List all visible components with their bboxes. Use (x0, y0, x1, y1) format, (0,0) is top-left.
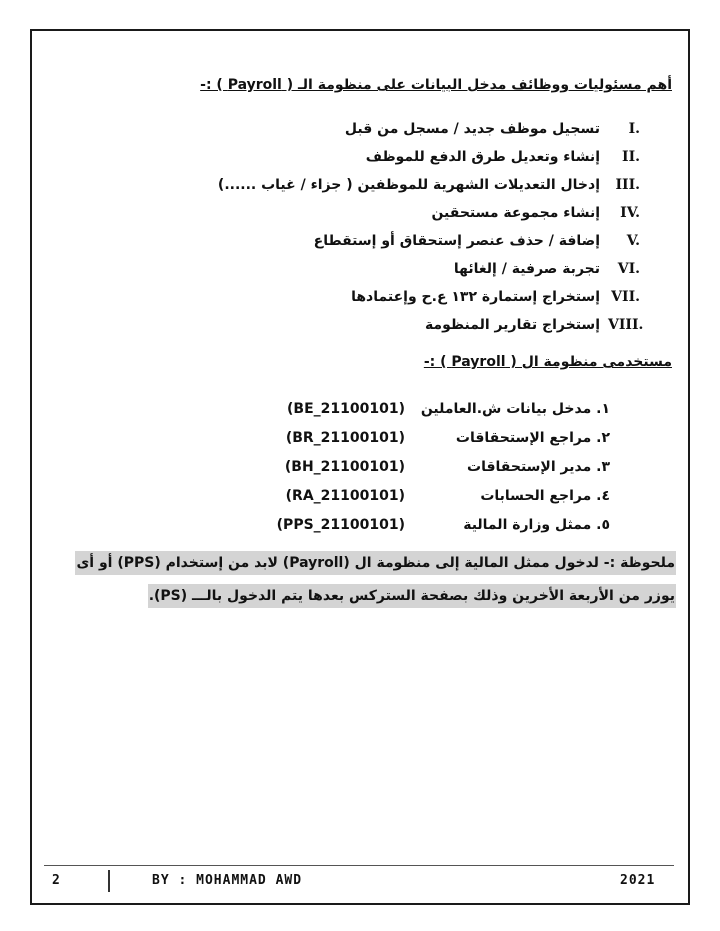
footer-separator (108, 870, 110, 892)
responsibility-text: إنشاء وتعديل طرق الدفع للموظف (365, 149, 600, 165)
user-role: ٥. ممثل وزارة المالية (463, 517, 610, 533)
users-heading: مستخدمى منظومة ال ( Payroll ) :- (423, 354, 672, 370)
responsibility-text: إدخال التعديلات الشهرية للموظفين ( جزاء / غياب ......) (217, 177, 600, 193)
responsibility-item (454, 258, 640, 280)
responsibility-number: VIII. (608, 317, 644, 333)
user-code: (BH_21100101) (284, 459, 405, 475)
user-code: (PPS_21100101) (276, 517, 405, 533)
responsibility-item (314, 230, 640, 252)
responsibility-item (366, 146, 640, 168)
user-code: (RA_21100101) (285, 488, 405, 504)
user-role: ١. مدخل بيانات ش.العاملين (420, 401, 610, 417)
responsibility-number: V. (626, 233, 640, 249)
user-code: (BR_21100101) (285, 430, 405, 446)
user-code: (BE_21100101) (287, 401, 405, 417)
footer-year: 2021 (620, 873, 656, 888)
responsibility-text: تجربة صرفية / إلغائها (453, 261, 600, 277)
user-item (170, 485, 610, 507)
user-item (170, 398, 610, 420)
responsibility-text: تسجيل موظف جديد / مسجل من قبل (344, 121, 600, 137)
responsibility-number: VII. (611, 289, 640, 305)
note-line: ملحوظة :- لدخول ممثل المالية إلى منظومة ال (Payroll) لابد من إستخدام (PPS) أو أى (75, 551, 676, 575)
footer-rule (44, 865, 674, 866)
note-line: يوزر من الأربعة الأخرين وذلك بصفحة الستركس بعدها يتم الدخول بالـــ (PS). (148, 584, 676, 608)
responsibility-item (345, 118, 640, 140)
responsibility-number: IV. (620, 205, 640, 221)
responsibility-item (351, 286, 640, 308)
responsibility-number: I. (628, 121, 640, 137)
user-role: ٢. مراجع الإستحقاقات (455, 430, 610, 446)
responsibility-text: إنشاء مجموعة مستحقين (431, 205, 600, 221)
footer-author: BY : MOHAMMAD AWD (152, 873, 303, 888)
responsibilities-heading: أهم مسئوليات ووظائف مدخل البيانات على منظومة الـ ( Payroll ) :- (200, 77, 672, 93)
responsibility-number: III. (615, 177, 640, 193)
responsibility-item (424, 314, 644, 336)
responsibility-number: VI. (617, 261, 640, 277)
responsibility-text: إستخراج إستمارة ١٣٢ ع.ح وإعتمادها (351, 289, 600, 305)
user-role: ٣. مدير الإستحقاقات (467, 459, 610, 475)
responsibility-item (218, 174, 640, 196)
responsibility-item (431, 202, 640, 224)
user-role: ٤. مراجع الحسابات (480, 488, 610, 504)
responsibility-text: إستخراج تقارير المنظومة (424, 317, 600, 333)
user-item (170, 514, 610, 536)
responsibility-number: II. (622, 149, 640, 165)
user-item (170, 456, 610, 478)
page-number: 2 (52, 873, 61, 888)
responsibility-text: إضافة / حذف عنصر إستحقاق أو إستقطاع (313, 233, 600, 249)
user-item (170, 427, 610, 449)
